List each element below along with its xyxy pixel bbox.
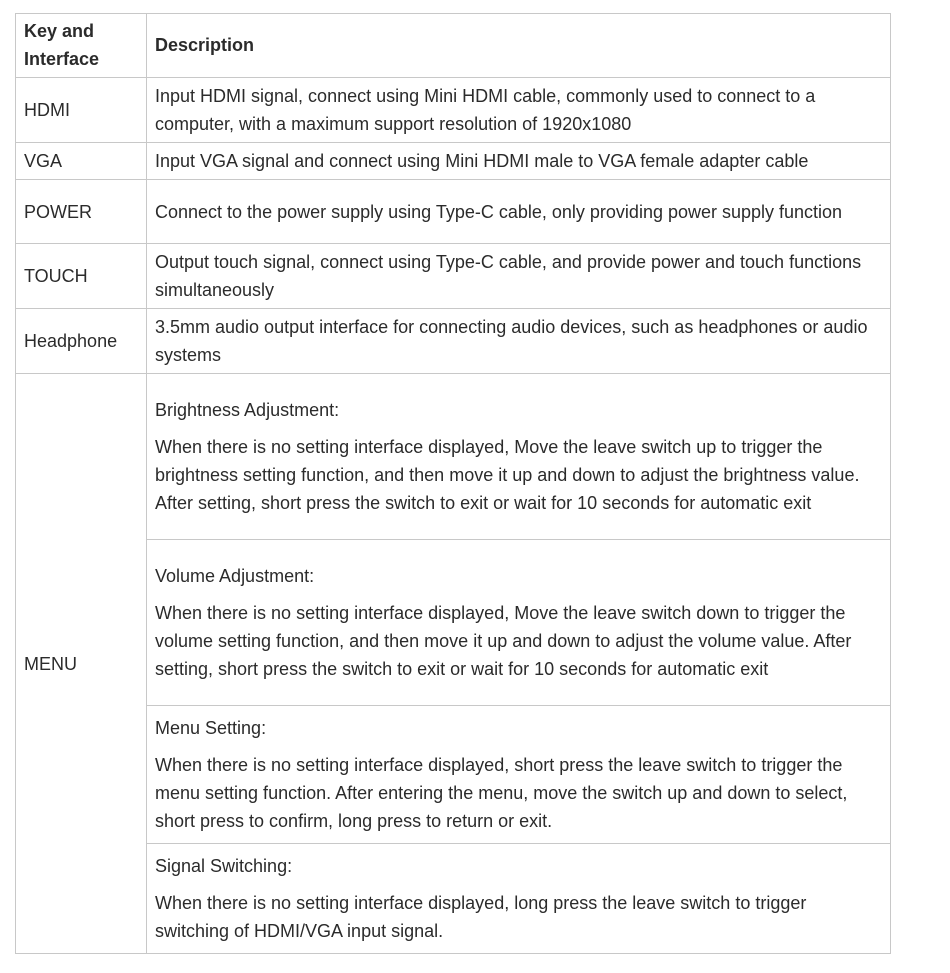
table-row [16, 143, 891, 180]
menu-row [16, 540, 891, 706]
menu-item-volume [147, 540, 891, 706]
row-description-power: Connect to the power supply using Type-C cable, only providing power supply function [147, 180, 891, 244]
menu-row [16, 374, 891, 540]
menu-item-title: Signal Switching: [155, 856, 293, 876]
header-key-and-interface: Key and Interface [16, 14, 147, 78]
table-row [16, 244, 891, 309]
menu-item-text: When there is no setting interface displayed, Move the leave switch up to trigger the brightness setting function, and then move it up and down to adjust the brightness value. After setting, short press the switch to exit or wait for 10 seconds for automatic exit [155, 437, 860, 513]
menu-item-text: When there is no setting interface displayed, Move the leave switch down to trigger the volume setting function, and then move it up and down to adjust the volume value. After setting, short press the switch to exit or wait for 10 seconds for automatic exit [155, 603, 852, 679]
interface-table [15, 13, 891, 954]
menu-item-brightness [147, 374, 891, 540]
row-key-headphone: Headphone [16, 309, 147, 374]
row-key-hdmi: HDMI [16, 78, 147, 143]
row-key-vga: VGA [16, 143, 147, 180]
row-key-touch: TOUCH [16, 244, 147, 309]
menu-item-signal-switching [147, 844, 891, 954]
menu-item-title: Menu Setting: [155, 718, 267, 738]
row-key-power: POWER [16, 180, 147, 244]
header-description: Description [147, 14, 891, 78]
row-description-hdmi: Input HDMI signal, connect using Mini HDMI cable, commonly used to connect to a computer, with a maximum support resolution of 1920x1080 [147, 78, 891, 143]
row-description-touch: Output touch signal, connect using Type-C cable, and provide power and touch functions simultaneously [147, 244, 891, 309]
menu-item-text: When there is no setting interface displayed, short press the leave switch to trigger the menu setting function. After entering the menu, move the switch up and down to select, short press to confirm, long press to return or exit. [155, 755, 848, 831]
menu-item-title: Brightness Adjustment: [155, 400, 340, 420]
table-row [16, 309, 891, 374]
menu-item-menu-setting [147, 706, 891, 844]
menu-item-text: When there is no setting interface displayed, long press the leave switch to trigger switching of HDMI/VGA input signal. [155, 893, 807, 941]
menu-row [16, 706, 891, 844]
row-description-headphone: 3.5mm audio output interface for connecting audio devices, such as headphones or audio systems [147, 309, 891, 374]
table-row [16, 78, 891, 143]
table-header-row [16, 14, 891, 78]
table-row [16, 180, 891, 244]
menu-item-title: Volume Adjustment: [155, 566, 315, 586]
row-description-vga: Input VGA signal and connect using Mini HDMI male to VGA female adapter cable [147, 143, 891, 180]
menu-row [16, 844, 891, 954]
row-key-menu: MENU [16, 374, 147, 954]
